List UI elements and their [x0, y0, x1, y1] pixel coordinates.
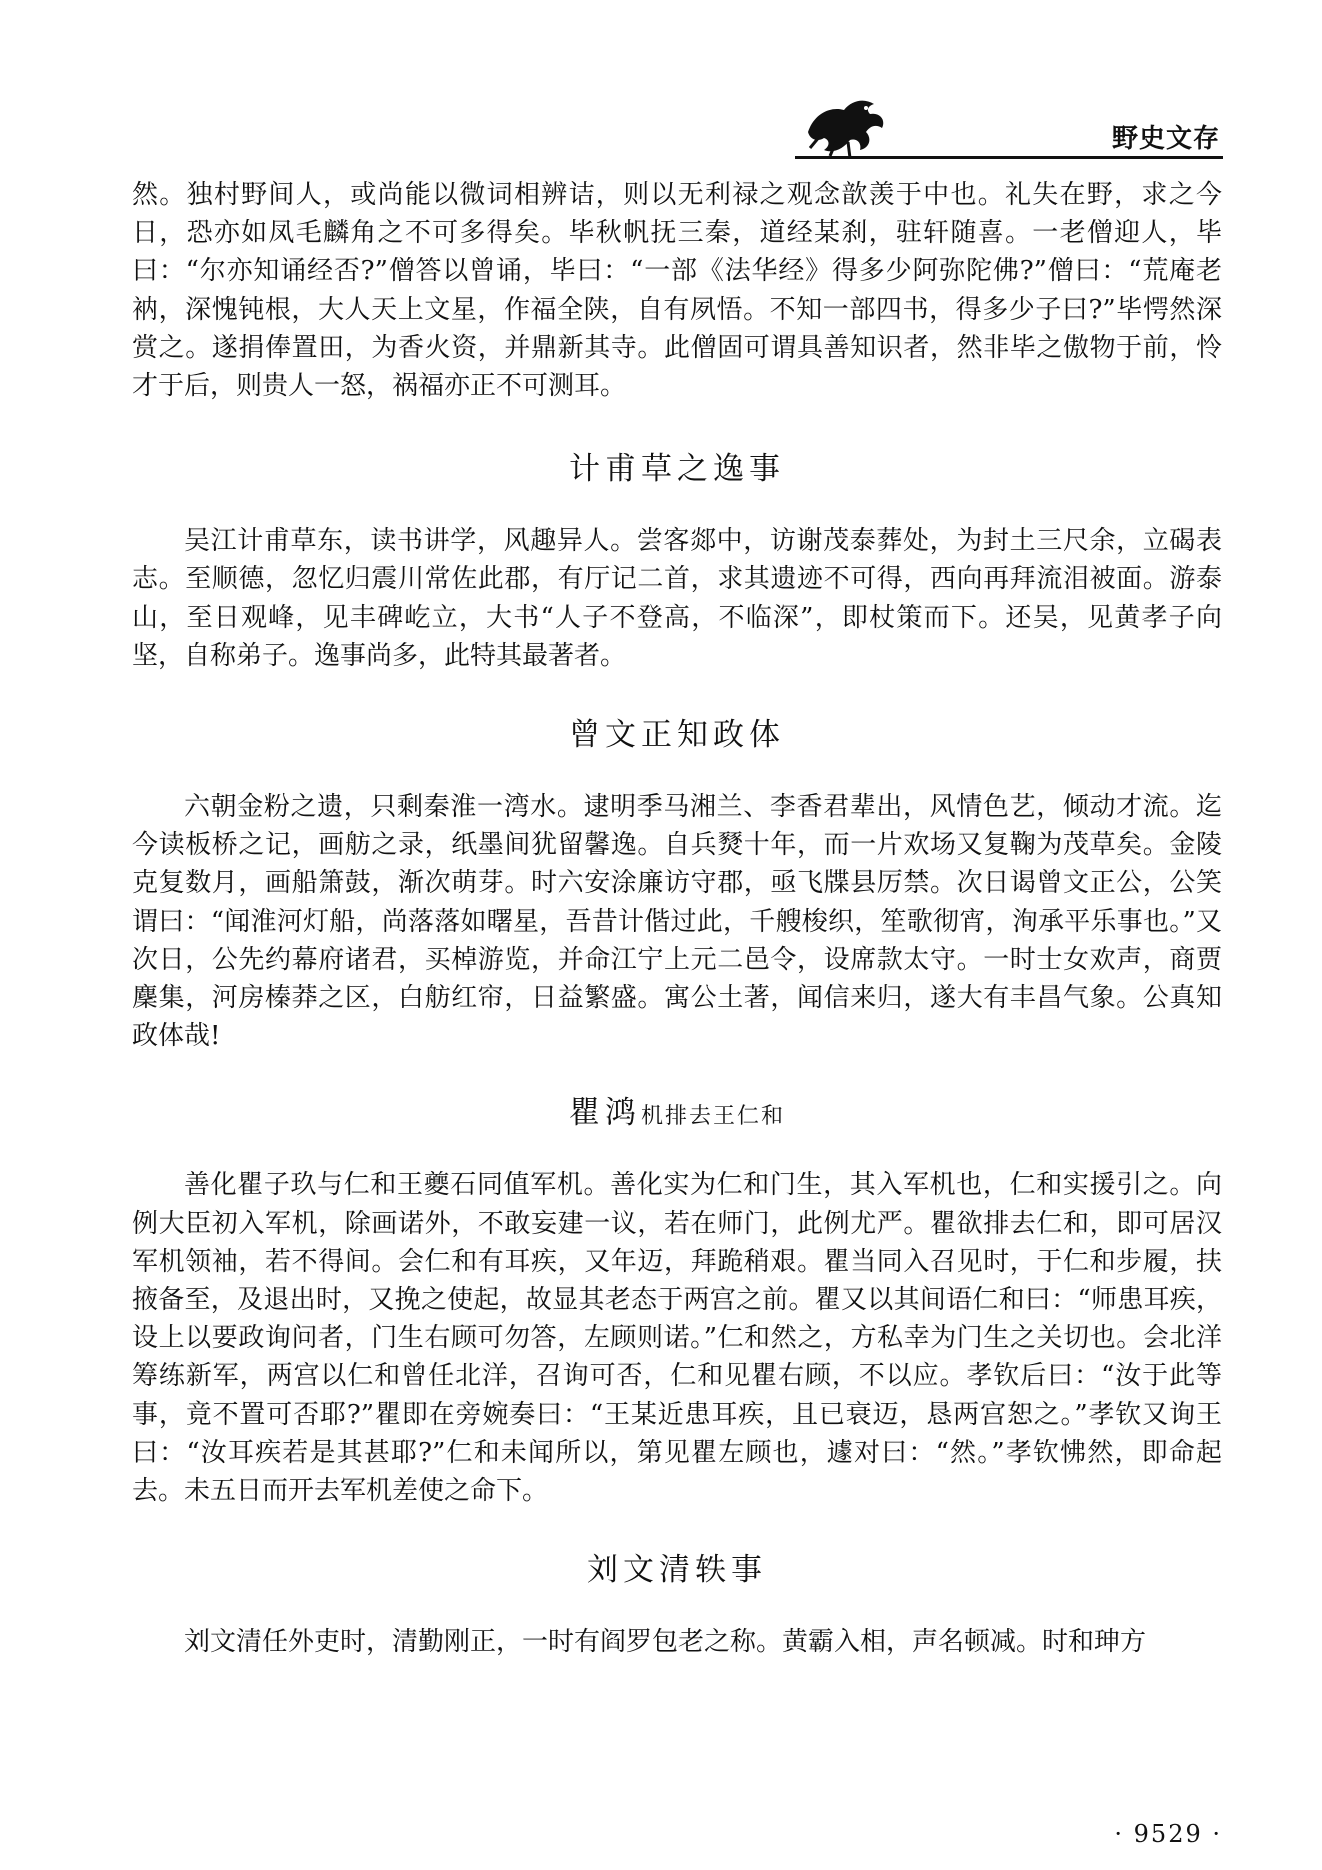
section-title-zeng-wenzheng: 曾文正知政体 [569, 717, 785, 754]
section-title-qu-hong [132, 1087, 1222, 1132]
section-title-qu-hong-main: 瞿鸿 [568, 1095, 641, 1132]
section-body-qu-hong: 善化瞿子玖与仁和王夔石同值军机。善化实为仁和门生，其入军机也，仁和实援引之。向例大臣初入军机，除画诺外，不敢妄建一议，若在师门，此例尤严。瞿欲排去仁和，即可居汉军机领袖，若不得间。会仁和有耳疾，又年迈，拜跪稍艰。瞿当同入召见时，于仁和步履，扶掖备至，及退出时，又挽之使起，故显其老态于两宫之前。瞿又以其间语仁和曰：“师患耳疾，设上以要政询问者，门生右顾可勿答，左顾则诺。”仁和然之，方私幸为门生之关切也。会北洋筹练新军，两宫以仁和曾任北洋，召询可否，仁和见瞿右顾，不以应。孝钦后曰：“汝于此等事，竟不置可否耶?”瞿即在旁婉奏曰：“王某近患耳疾，且已衰迈，恳两宫恕之。”孝钦又询王曰：“汝耳疾若是其甚耶?”仁和未闻所以，第见瞿左顾也，遽对曰：“然。”孝钦怫然，即命起去。未五日而开去军机差使之命下。 [132, 1170, 1222, 1507]
page-header [800, 92, 1220, 162]
section-title-liu-wenqing: 刘文清轶事 [587, 1552, 767, 1589]
section-body-zeng-wenzheng: 六朝金粉之遗，只剩秦淮一湾水。逮明季马湘兰、李香君辈出，风情色艺，倾动才流。迄今读板桥之记，画舫之录，纸墨间犹留馨逸。自兵燹十年，而一片欢场又复鞠为茂草矣。金陵克复数月，画船箫鼓，渐次萌芽。时六安涂廉访守郡，亟飞牒县厉禁。次日谒曾文正公，公笑谓曰：“闻淮河灯船，尚落落如曙星，吾昔计偕过此，千艘梭织，笙歌彻宵，洵承平乐事也。”又次日，公先约幕府诸君，买棹游览，并命江宁上元二邑令，设席款太守。一时士女欢声，商贾麇集，河房榛莽之区，白舫红帘，日益繁盛。寓公土著，闻信来归，遂大有丰昌气象。公真知政体哉! [132, 792, 1222, 1052]
page-content [132, 176, 1222, 1661]
header-rule [795, 156, 1223, 159]
series-title: 野史文存 [1111, 124, 1220, 154]
section-body-liu-wenqing: 刘文清任外吏时，清勤刚正，一时有阎罗包老之称。黄霸入相，声名顿减。时和珅方 [184, 1627, 1147, 1658]
page-number: · 9529 · [1114, 1820, 1222, 1848]
section-title-ji-fucao: 计甫草之逸事 [569, 451, 785, 488]
dragon-icon [800, 92, 890, 162]
section-body-ji-fucao: 吴江计甫草东，读书讲学，风趣异人。尝客郯中，访谢茂泰葬处，为封土三尺余，立碣表志。至顺德，忽忆归震川常佐此郡，有厅记二首，求其遗迹不可得，西向再拜流泪被面。游泰山，至日观峰，见丰碑屹立，大书“人子不登高，不临深”，即杖策而下。还吴，见黄孝子向坚，自称弟子。逸事尚多，此特其最著者。 [132, 526, 1222, 671]
intro-paragraph: 然。独村野间人，或尚能以微词相辨诘，则以无利禄之观念歆羡于中也。礼失在野，求之今日，恐亦如凤毛麟角之不可多得矣。毕秋帆抚三秦，道经某刹，驻轩随喜。一老僧迎人，毕曰：“尔亦知诵经否?”僧答以曾诵，毕曰：“一部《法华经》得多少阿弥陀佛?”僧曰：“荒庵老衲，深愧钝根，大人天上文星，作福全陕，自有夙悟。不知一部四书，得多少子曰?”毕愕然深赏之。遂捐俸置田，为香火资，并鼎新其寺。此僧固可谓具善知识者，然非毕之傲物于前，怜才于后，则贵人一怒，祸福亦正不可测耳。 [132, 180, 1222, 402]
section-subtitle-qu-hong: 机排去王仁和 [640, 1104, 785, 1130]
